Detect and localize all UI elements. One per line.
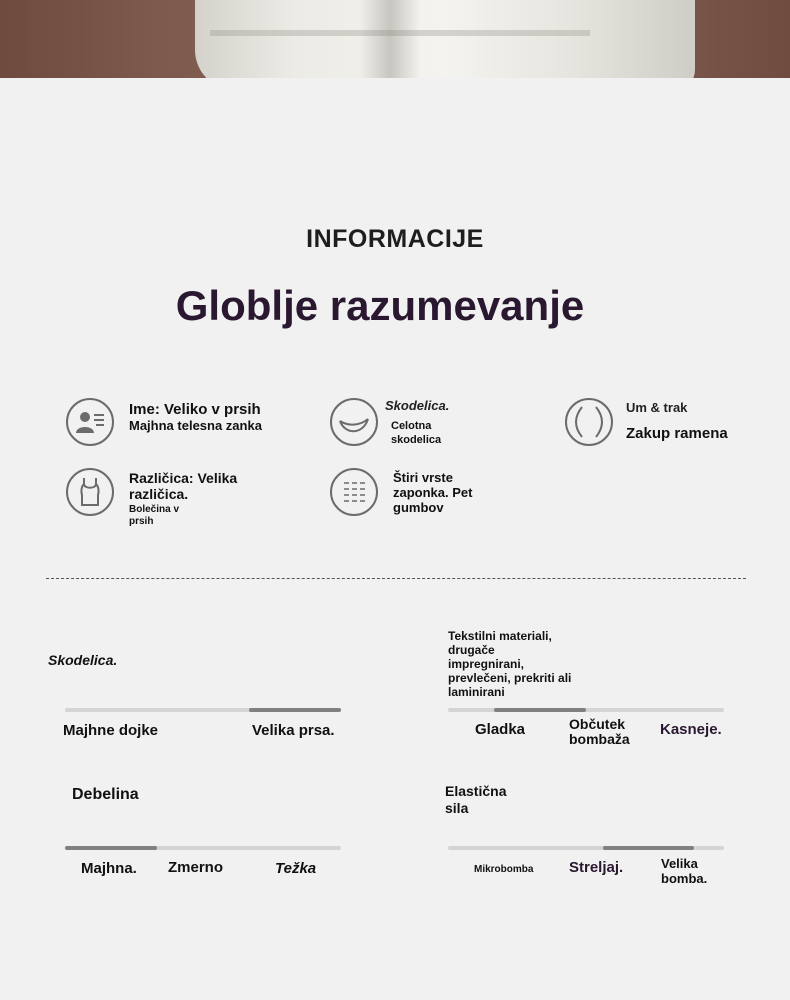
scale-thickness-title: Debelina [72, 786, 139, 803]
hook-grid-icon [330, 468, 378, 516]
scale-cup-option: Velika prsa. [252, 722, 335, 739]
scale-thickness-option: Majhna. [81, 860, 137, 877]
scale-thickness-track [65, 846, 341, 850]
scale-elastic-option: Velika bomba. [661, 856, 708, 886]
seam [360, 0, 420, 78]
scale-thickness-option: Težka [275, 860, 317, 877]
strap-ball-icon [565, 398, 613, 446]
scale-material-option: Občutek bombaža [569, 716, 630, 747]
section-divider [46, 578, 746, 579]
product-photo [0, 0, 790, 78]
scale-cup-track [65, 708, 341, 712]
scale-elastic-title: Elastična sila [445, 783, 507, 816]
info-hooks-text: Štiri vrste zaponka. Pet gumbov [393, 470, 473, 515]
info-strap-value: Zakup ramena [626, 425, 728, 442]
info-strap [565, 398, 728, 446]
info-name-sub: Majhna telesna zanka [129, 418, 262, 433]
scale-elastic-option: Mikrobomba [474, 864, 534, 875]
tank-top-icon [66, 468, 114, 516]
person-card-icon [66, 398, 114, 446]
info-variant [66, 468, 289, 528]
scale-elastic-fill [603, 846, 694, 850]
scale-elastic-option: Streljaj. [569, 859, 624, 876]
fabric-shape [195, 0, 695, 78]
info-hooks [330, 468, 493, 516]
info-cup [330, 398, 461, 447]
scale-material-option: Kasneje. [660, 721, 722, 738]
info-name-main: Ime: Veliko v prsih [129, 401, 261, 418]
info-cup-label: Skodelica. [385, 398, 450, 413]
info-variant-sub: Bolečina v prsih [129, 504, 180, 527]
scale-material-option: Gladka [475, 721, 526, 738]
page-title: Globlje razumevanje [175, 282, 585, 329]
scale-material-title: Tekstilni materiali, drugače impregnirani, prevlečeni, prekriti ali laminirani [448, 629, 572, 699]
scale-thickness-fill [65, 846, 157, 850]
info-cup-value: Celotna skodelica [391, 420, 442, 446]
info-variant-main: Različica: Velika različica. [129, 470, 238, 502]
scale-material-track [448, 708, 724, 712]
scale-cup-option: Majhne dojke [63, 722, 159, 739]
scale-cup-title: Skodelica. [48, 652, 118, 668]
info-name [66, 398, 289, 446]
scale-material-fill [494, 708, 586, 712]
scale-thickness-option: Zmerno [168, 859, 224, 876]
cup-icon [330, 398, 378, 446]
scale-cup-fill [249, 708, 341, 712]
section-eyebrow: INFORMACIJE [306, 225, 484, 253]
scale-elastic-track [448, 846, 724, 850]
info-strap-label: Um & trak [626, 400, 688, 415]
